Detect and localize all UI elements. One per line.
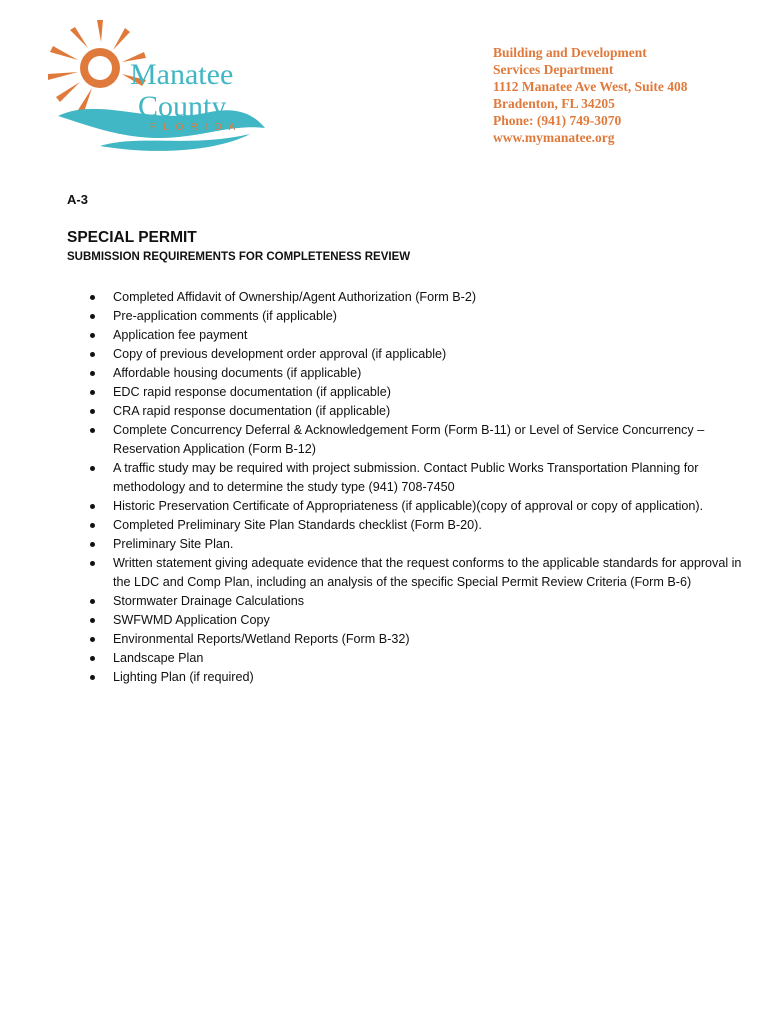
- address-line-phone: Phone: (941) 749-3070: [493, 113, 622, 128]
- address-line-department: Building and Development: [493, 45, 647, 60]
- list-item: Historic Preservation Certificate of Appropriateness (if applicable)(copy of approval or copy of application).: [113, 497, 753, 516]
- list-item: Written statement giving adequate evidence that the request conforms to the applicable standards for approval in the LDC and Comp Plan, including an analysis of the specific Special Permit Review Criteria (Form B-6): [113, 554, 753, 592]
- list-item: Environmental Reports/Wetland Reports (Form B-32): [113, 630, 753, 649]
- manatee-county-logo: [40, 16, 270, 156]
- address-line-street: 1112 Manatee Ave West, Suite 408: [493, 79, 688, 94]
- address-line-city: Bradenton, FL 34205: [493, 96, 615, 111]
- list-item: Lighting Plan (if required): [113, 668, 753, 687]
- list-item: Completed Preliminary Site Plan Standards checklist (Form B-20).: [113, 516, 753, 535]
- page-title: SPECIAL PERMIT: [67, 229, 197, 246]
- list-item: Stormwater Drainage Calculations: [113, 592, 753, 611]
- logo-name-manatee: Manatee: [130, 58, 234, 91]
- list-item: Application fee payment: [113, 326, 753, 345]
- address-line-website[interactable]: www.mymanatee.org: [493, 130, 615, 145]
- list-item: Complete Concurrency Deferral & Acknowledgement Form (Form B-11) or Level of Service Concurrency – Reservation Application (Form B-12): [113, 421, 753, 459]
- department-address: [493, 44, 688, 146]
- logo-name-county: County: [138, 90, 227, 123]
- list-item: CRA rapid response documentation (if applicable): [113, 402, 753, 421]
- list-item: EDC rapid response documentation (if applicable): [113, 383, 753, 402]
- list-item: Pre-application comments (if applicable): [113, 307, 753, 326]
- list-item: Completed Affidavit of Ownership/Agent Authorization (Form B-2): [113, 288, 753, 307]
- list-item: Preliminary Site Plan.: [113, 535, 753, 554]
- list-item: Copy of previous development order approval (if applicable): [113, 345, 753, 364]
- list-item: SWFWMD Application Copy: [113, 611, 753, 630]
- list-item: A traffic study may be required with project submission. Contact Public Works Transportation Planning for methodology and to determine the study type (941) 708-7450: [113, 459, 753, 497]
- form-code: A-3: [67, 192, 88, 207]
- list-item: Landscape Plan: [113, 649, 753, 668]
- requirements-list: [67, 288, 753, 687]
- address-line-services: Services Department: [493, 62, 614, 77]
- page-subtitle: SUBMISSION REQUIREMENTS FOR COMPLETENESS REVIEW: [67, 251, 411, 263]
- logo-state: FLORIDA: [150, 122, 243, 133]
- list-item: Affordable housing documents (if applicable): [113, 364, 753, 383]
